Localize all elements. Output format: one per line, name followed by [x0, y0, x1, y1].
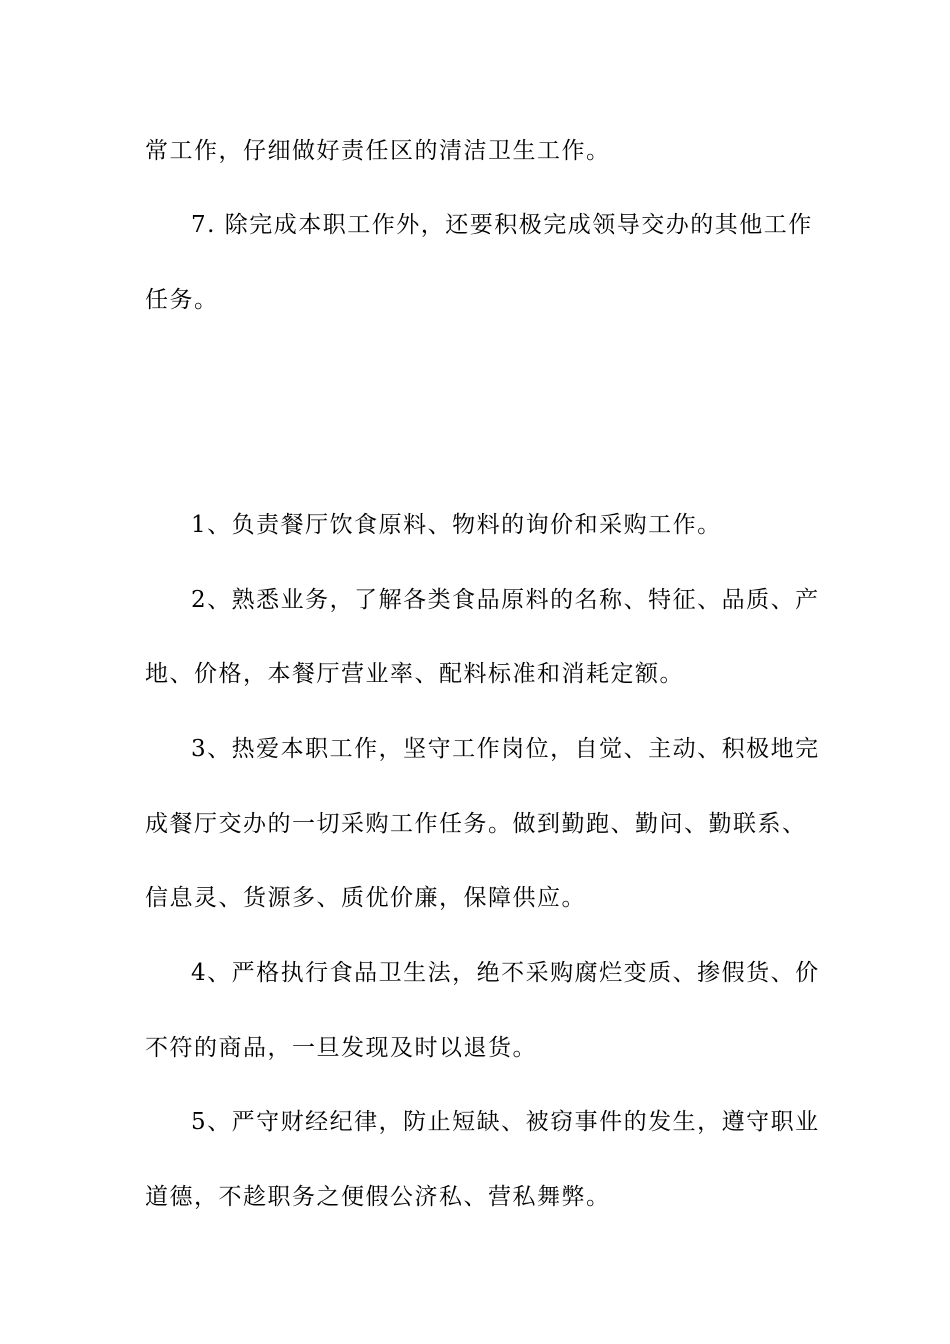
- item-4-line-1: 4、严格执行食品卫生法，绝不采购腐烂变质、掺假货、价: [191, 960, 820, 986]
- item-5-line-2: 道德，不趁职务之便假公济私、营私舞弊。: [145, 1184, 611, 1210]
- paragraph-6-continuation: 常工作，仔细做好责任区的清洁卫生工作。: [145, 138, 611, 164]
- item-5-line-1: 5、严守财经纪律，防止短缺、被窃事件的发生，遵守职业: [191, 1109, 820, 1135]
- paragraph-7-line-2: 任务。: [145, 287, 219, 313]
- item-1-line-1: 1、负责餐厅饮食原料、物料的询价和采购工作。: [191, 512, 722, 538]
- item-3-line-1: 3、热爱本职工作，坚守工作岗位，自觉、主动、积极地完: [191, 736, 820, 762]
- item-3-line-3: 信息灵、货源多、质优价廉，保障供应。: [145, 885, 586, 911]
- paragraph-7-line-1: 7. 除完成本职工作外，还要积极完成领导交办的其他工作: [191, 212, 813, 238]
- item-2-line-2: 地、价格，本餐厅营业率、配料标准和消耗定额。: [145, 661, 684, 687]
- item-4-line-2: 不符的商品，一旦发现及时以退货。: [145, 1035, 537, 1061]
- item-3-line-2: 成餐厅交办的一切采购工作任务。做到勤跑、勤问、勤联系、: [145, 811, 807, 837]
- item-2-line-1: 2、熟悉业务，了解各类食品原料的名称、特征、品质、产: [191, 587, 820, 613]
